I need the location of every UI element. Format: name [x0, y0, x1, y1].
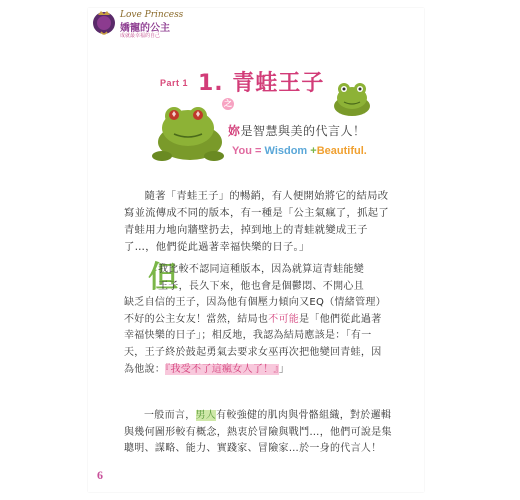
tagline [232, 145, 367, 157]
subtitle-highlight: 妳 [228, 124, 241, 138]
page-number: 6 [97, 468, 103, 482]
intro-paragraph: 隨著「青蛙王子」的暢銷，有人便開始將它的結局改寫並流傳成不同的版本，有一種是「公主氣瘋了，抓起了青蛙用力地向牆壁扔去，掉到地上的青蛙就變成王子了…，他們從此過著幸福快樂的日子。」 [124, 190, 389, 253]
body-paragraph-1 [124, 262, 396, 378]
p1-line-2: 王子，長久下來，他也會是個鬱悶、不開心且 [158, 280, 364, 292]
brand-script: Love Princess [120, 10, 184, 20]
emphasis-quote: 『我受不了這瘋女人了！』 [165, 363, 279, 375]
subtitle-text: 是智慧與美的代言人！ [240, 124, 366, 138]
brand-subtitle: 成就最幸福的自己 [120, 33, 161, 39]
p1-line-1: 我比較不認同這種版本，因為就算這青蛙能變 [158, 264, 364, 275]
emphasis-men: 男人 [195, 410, 217, 421]
chapter-number: 1. [198, 71, 224, 96]
chapter-title [198, 66, 324, 97]
emphasis-impossible: 不可能 [268, 313, 300, 325]
tagline-wisdom: Wisdom [264, 145, 308, 157]
tagline-plus: + [310, 145, 317, 157]
brand-logo [92, 10, 184, 40]
chapter-subtitle [228, 122, 366, 139]
p1-line-4: 不好的公主女友！當然，結局也不可能是「他們從此過著 [124, 313, 382, 325]
p1-line-7: 為他說：『我受不了這瘋女人了！』」 [124, 363, 290, 375]
connector-badge: 之 [224, 99, 232, 108]
frog-illustration-right [330, 80, 374, 118]
tagline-beautiful: Beautiful. [316, 145, 367, 157]
crest-icon [92, 10, 116, 38]
chapter-name: 青蛙王子 [232, 71, 325, 96]
tagline-you: You [232, 145, 252, 157]
p1-line-5: 幸福快樂的日子」；相反地，我認為結局應該是：「有一 [124, 330, 372, 342]
part-label: Part 1 [160, 78, 189, 88]
brand-title: 嬌寵的公主 [120, 23, 170, 34]
frog-illustration-left [148, 100, 230, 164]
body-paragraph-2: 一般而言，男人有較強健的肌肉與骨骼組織，對於邏輯與幾何圖形較有概念，熱衷於冒險與戰鬥…，他們可說是集聰明、謀略、能力、實踐家、冒險家…於一身的代言人！ [124, 410, 392, 455]
drop-cap: 但 [148, 260, 178, 295]
p1-line-3: 缺乏自信的王子，因為他有個壓力傾向又EQ（情緒管理） [124, 297, 386, 309]
tagline-equals: = [255, 145, 262, 157]
p1-line-6: 天，王子終於鼓起勇氣去要求女巫再次把他變回青蛙，因 [124, 346, 382, 358]
